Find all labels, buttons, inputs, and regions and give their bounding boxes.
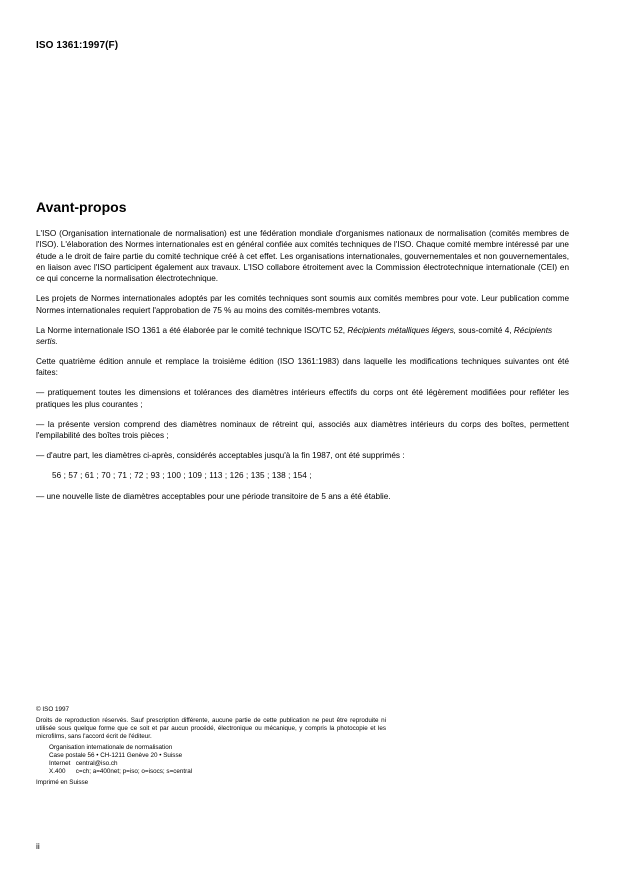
committee-name: Récipients métalliques légers, bbox=[347, 325, 457, 335]
copyright-block bbox=[36, 706, 386, 787]
change-item-1: — pratiquement toutes les dimensions et tolérances des diamètres intérieurs effectifs du corps ont été légèrement modifiées pour refléter les pratiques les plus courantes ; bbox=[36, 388, 569, 409]
change-item-3: — d'autre part, les diamètres ci-après, considérés acceptables jusqu'à la fin 1987, ont été supprimés : bbox=[36, 451, 405, 461]
printed-in: Imprimé en Suisse bbox=[36, 778, 89, 786]
publisher-x400 bbox=[49, 768, 386, 776]
publisher-org: Organisation internationale de normalisation bbox=[49, 743, 173, 751]
section-title: Avant-propos bbox=[36, 199, 127, 215]
publisher-internet bbox=[49, 760, 386, 768]
page-number: ii bbox=[36, 841, 40, 851]
change-item-2: — la présente version comprend des diamètres nominaux de rétreint qui, associés aux diamètres intérieurs du corps des boîtes, permettent l'empilabilité des boîtes trois pièces ; bbox=[36, 419, 569, 441]
internet-value: central@iso.ch bbox=[75, 760, 118, 768]
x400-label: X.400 bbox=[49, 768, 66, 776]
document-id: ISO 1361:1997(F) bbox=[36, 40, 119, 51]
paragraph-committee bbox=[36, 325, 569, 348]
publisher-address bbox=[49, 744, 386, 777]
paragraph-iso-intro: L'ISO (Organisation internationale de normalisation) est une fédération mondiale d'organismes nationaux de normalisation (comités membres de l'ISO). L'élaboration des Normes internationales est en général confiée aux comités techniques de l'ISO. Chaque comité membre intéressé par une étude a le droit de faire partie du comité technique créé à cet effet. Les organisations internationales, gouvernementales et non gouvernementales, en liaison avec l'ISO participent également aux travaux. L'ISO collabore étroitement avec la Commission électrotechnique internationale (CEI) en ce qui concerne la normalisation électrotechnique. bbox=[36, 229, 569, 284]
copyright-line: © ISO 1997 bbox=[36, 706, 69, 713]
copyright-rights: Droits de reproduction réservés. Sauf prescription différente, aucune partie de cette publication ne peut être reproduite ni utilisée sous quelque forme que ce soit et par aucun procédé, électronique ou mécanique, y compris la photocopie et les microfilms, sans l'accord écrit de l'éditeur. bbox=[36, 716, 386, 741]
committee-text-1: La Norme internationale ISO 1361 a été élaborée par le comité technique ISO/TC 52, bbox=[36, 325, 348, 335]
internet-label: Internet bbox=[49, 760, 71, 768]
paragraph-voting: Les projets de Normes internationales adoptés par les comités techniques sont soumis aux comités membres pour vote. Leur publication comme Normes internationales requiert l'approbation de 75 % au moins des comités-membres votants. bbox=[36, 294, 569, 315]
removed-diameters-list: 56 ; 57 ; 61 ; 70 ; 71 ; 72 ; 93 ; 100 ; 109 ; 113 ; 126 ; 135 ; 138 ; 154 ; bbox=[52, 471, 312, 481]
change-item-4: — une nouvelle liste de diamètres acceptables pour une période transitoire de 5 ans a été établie. bbox=[36, 491, 391, 501]
publisher-postal: Case postale 56 • CH-1211 Genève 20 • Suisse bbox=[49, 752, 183, 760]
x400-value: c=ch; a=400net; p=iso; o=isocs; s=central bbox=[75, 768, 193, 776]
foreword-body bbox=[36, 228, 569, 511]
subcommittee-name: Récipients sertis. bbox=[36, 325, 553, 346]
paragraph-edition: Cette quatrième édition annule et remplace la troisième édition (ISO 1361:1983) dans laquelle les modifications techniques suivantes ont été faites: bbox=[36, 357, 569, 378]
committee-text-2: sous-comité 4, bbox=[456, 325, 514, 335]
